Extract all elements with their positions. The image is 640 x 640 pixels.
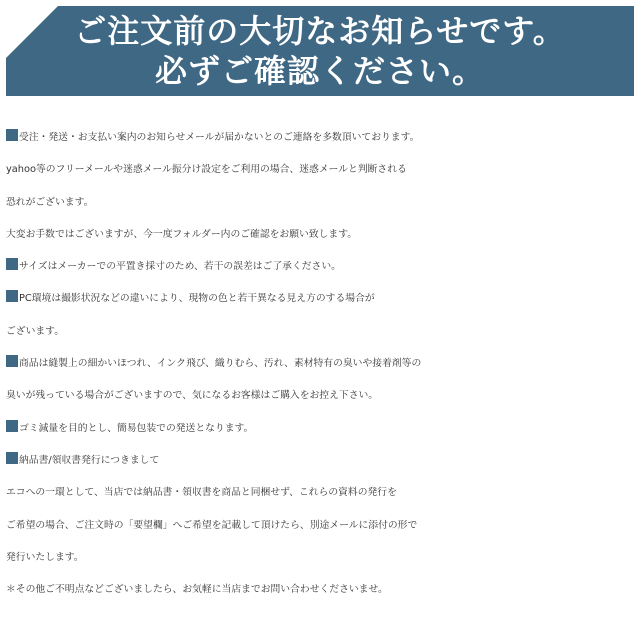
notice-line-13 — [6, 512, 636, 544]
notice-line-4 — [6, 221, 636, 253]
notice-text: 臭いが残っている場合がございますので、気になるお客様はご購入をお控え下さい。 — [6, 390, 379, 402]
banner-subtitle: 必ずご確認ください。 — [154, 52, 485, 90]
notice-text: ゴミ減量を目的とし、簡易包装での発送となります。 — [19, 422, 254, 434]
notice-line-14 — [6, 544, 636, 576]
notice-text: 発行いたします。 — [6, 551, 84, 563]
notice-text: 大変お手数ではございますが、今一度フォルダー内のご確認をお願い致します。 — [6, 228, 358, 240]
notice-line-11 — [6, 447, 636, 479]
notice-line-15 — [6, 576, 636, 608]
notice-text: yahoo等のフリーメールや迷惑メール振分け設定をご利用の場合、迷惑メールと判断される — [6, 164, 407, 176]
bullet-square-icon — [6, 129, 18, 141]
notice-text: 納品書/領収書発行につきまして — [19, 454, 160, 466]
notice-line-10 — [6, 415, 636, 447]
notice-text: ございます。 — [6, 325, 64, 337]
notice-text: 受注・発送・お支払い案内のお知らせメールが届かないとのご連絡を多数頂いております。 — [19, 132, 420, 143]
notice-banner — [6, 6, 634, 96]
notice-line-6 — [6, 285, 636, 317]
notice-line-3 — [6, 189, 636, 221]
bullet-square-icon — [6, 355, 18, 367]
notice-text: PC環境は撮影状況などの違いにより、現物の色と若干異なる見え方のする場合が — [19, 293, 375, 305]
notice-line-8 — [6, 350, 636, 382]
notice-line-5 — [6, 253, 636, 285]
bullet-square-icon — [6, 420, 18, 432]
notice-text: エコへの一環として、当店では納品書・領収書を商品と同梱せず、これらの資料の発行を — [6, 487, 397, 499]
bullet-square-icon — [6, 258, 18, 270]
bullet-square-icon — [6, 290, 18, 302]
notice-line-7 — [6, 318, 636, 350]
banner-title: ご注文前の大切なお知らせです。 — [74, 12, 566, 50]
notice-text: ご希望の場合、ご注文時の「要望欄」へご希望を記載して頂けたら、別途メールに添付の形で — [6, 519, 418, 531]
notice-line-9 — [6, 382, 636, 414]
notice-line-1 — [6, 124, 636, 156]
notice-text: ＊その他ご不明点などございましたら、お気軽に当店までお問い合わせくださいませ。 — [6, 584, 388, 596]
notice-text: 恐れがございます。 — [6, 196, 94, 208]
notice-body — [6, 124, 636, 608]
notice-line-12 — [6, 479, 636, 511]
notice-text: サイズはメーカーでの平置き採寸のため、若干の誤差はご了承ください。 — [19, 261, 341, 273]
notice-text: 商品は縫製上の細かいほつれ、インク飛び、織りむら、汚れ、素材特有の臭いや接着剤等の — [19, 358, 422, 370]
bullet-square-icon — [6, 452, 18, 464]
notice-line-2 — [6, 156, 636, 188]
